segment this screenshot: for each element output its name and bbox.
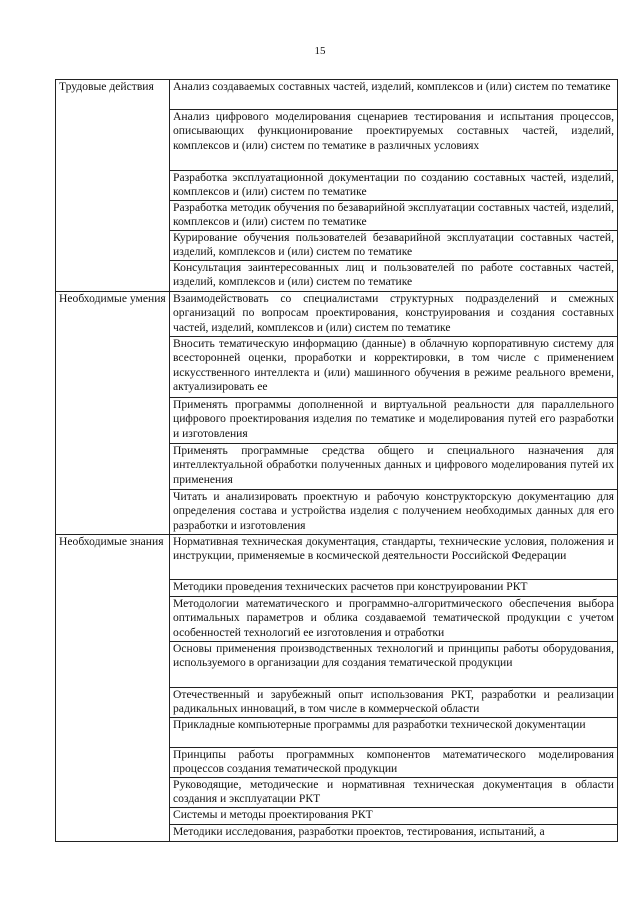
table-row <box>56 80 618 110</box>
table-cell: Анализ создаваемых составных частей, изделий, комплексов и (или) систем по тематике <box>170 80 618 110</box>
page-number: 15 <box>314 45 326 57</box>
table-cell: Отечественный и зарубежный опыт использования РКТ, разработки и реализации радикальных инноваций, в том числе в коммерческой области <box>170 688 618 718</box>
table-cell: Основы применения производственных технологий и принципы работы оборудования, используемого в организации для создания тематической продукции <box>170 642 618 688</box>
table-cell: Консультация заинтересованных лиц и пользователей по работе составных частей, изделий, комплексов и (или) систем по тематике <box>170 261 618 292</box>
table-cell: Курирование обучения пользователей безаварийной эксплуатации составных частей, изделий, комплексов и (или) систем по тематике <box>170 231 618 261</box>
section-label-required-knowledge: Необходимые знания <box>56 535 170 842</box>
section-label-required-skills: Необходимые умения <box>56 292 170 535</box>
competency-table <box>55 79 618 842</box>
table-cell: Нормативная техническая документация, стандарты, технические условия, положения и инструкции, применяемые в космической деятельности Российской Федерации <box>170 535 618 580</box>
table-cell: Принципы работы программных компонентов математического моделирования процессов создания тематической продукции <box>170 748 618 778</box>
table-row <box>56 292 618 337</box>
table-cell: Применять программы дополненной и виртуальной реальности для параллельного цифрового проектирования изделия по тематике и моделирования путей его разработки и изготовления <box>170 398 618 444</box>
table-cell: Вносить тематическую информацию (данные) в облачную корпоративную систему для всесторонней оценки, проработки и корректировки, в том числе с применением искусственного интеллекта и (или) машинного обучения в режиме реального времени, актуализировать ее <box>170 337 618 398</box>
table-cell: Анализ цифрового моделирования сценариев тестирования и испытания процессов, описывающих функционирование проектируемых составных частей, изделий, комплексов и (или) систем по тематике в различных условиях <box>170 110 618 171</box>
table-cell: Применять программные средства общего и специального назначения для интеллектуальной обработки полученных данных и цифрового моделирования путей их применения <box>170 444 618 490</box>
section-label-work-actions: Трудовые действия <box>56 80 170 292</box>
table-cell: Методики проведения технических расчетов при конструировании РКТ <box>170 580 618 597</box>
table-row <box>56 535 618 580</box>
table-cell: Руководящие, методические и нормативная техническая документация в области создания и эксплуатации РКТ <box>170 778 618 808</box>
table-cell: Методики исследования, разработки проектов, тестирования, испытаний, а <box>170 825 618 842</box>
table-cell: Читать и анализировать проектную и рабочую конструкторскую документацию для определения состава и устройства изделия с получением необходимых данных для его разработки и изготовления <box>170 490 618 535</box>
page-bottom-edge <box>0 900 640 905</box>
table-cell: Прикладные компьютерные программы для разработки технической документации <box>170 718 618 748</box>
table-cell: Взаимодействовать со специалистами структурных подразделений и смежных организаций по вопросам проектирования, конструирования и создания составных частей, изделий, комплексов и (или) систем по тематике <box>170 292 618 337</box>
table-cell: Разработка методик обучения по безаварийной эксплуатации составных частей, изделий, комплексов и (или) систем по тематике <box>170 201 618 231</box>
table-cell: Разработка эксплуатационной документации по созданию составных частей, изделий, комплексов и (или) систем по тематике <box>170 171 618 201</box>
table-cell: Системы и методы проектирования РКТ <box>170 808 618 825</box>
table-cell: Методологии математического и программно-алгоритмического обеспечения выбора оптимальных параметров и облика создаваемой тематической продукции с учетом особенностей технологий ее изготовления и отработки <box>170 597 618 642</box>
